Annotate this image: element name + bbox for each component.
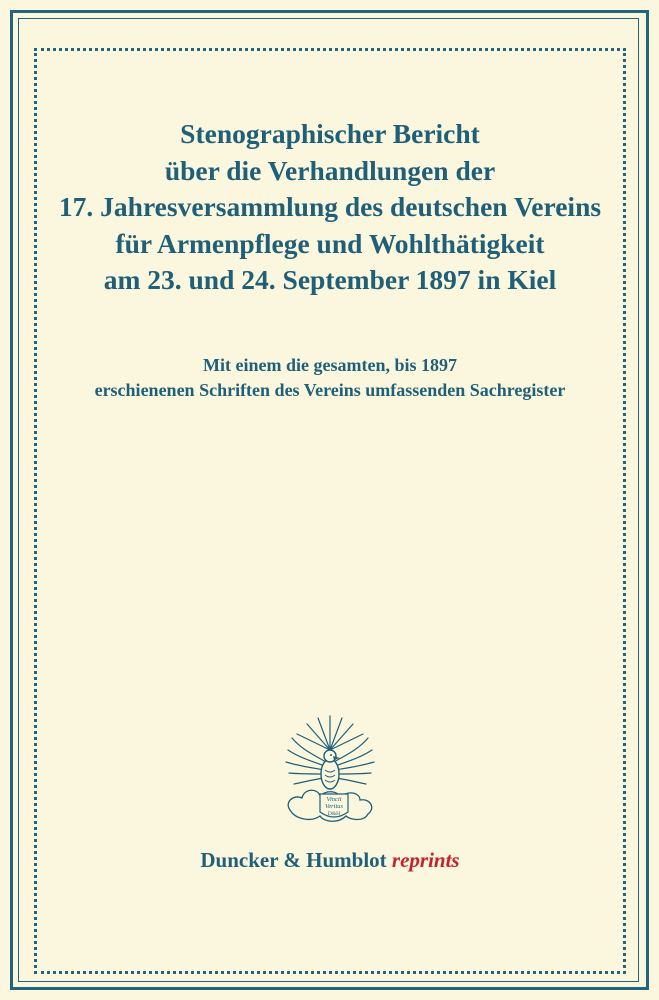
- title-line: für Armenpflege und Wohlthätigkeit: [115, 227, 545, 259]
- title-line: 17. Jahresversammlung des deutschen Vereins: [58, 191, 602, 222]
- logo-motto-1: Vincit: [326, 796, 342, 803]
- book-subtitle: [34, 353, 626, 403]
- eagle-emblem-icon: [280, 712, 380, 827]
- publisher-name: Duncker & Humblot: [200, 848, 387, 872]
- title-line: am 23. und 24. September 1897 in Kiel: [103, 264, 557, 295]
- title-line: über die Verhandlungen der: [164, 154, 496, 186]
- logo-motto-2: Veritas: [324, 803, 344, 810]
- subtitle-line: erschienenen Schriften des Vereins umfassenden Sachregister: [94, 380, 566, 400]
- book-title: [34, 116, 626, 299]
- publisher-line: [34, 848, 626, 873]
- title-line: Stenographischer Bericht: [180, 118, 480, 149]
- logo-monogram: D&H: [327, 811, 341, 817]
- publisher-imprint: reprints: [391, 848, 460, 872]
- subtitle-line: Mit einem die gesamten, bis 1897: [203, 355, 457, 375]
